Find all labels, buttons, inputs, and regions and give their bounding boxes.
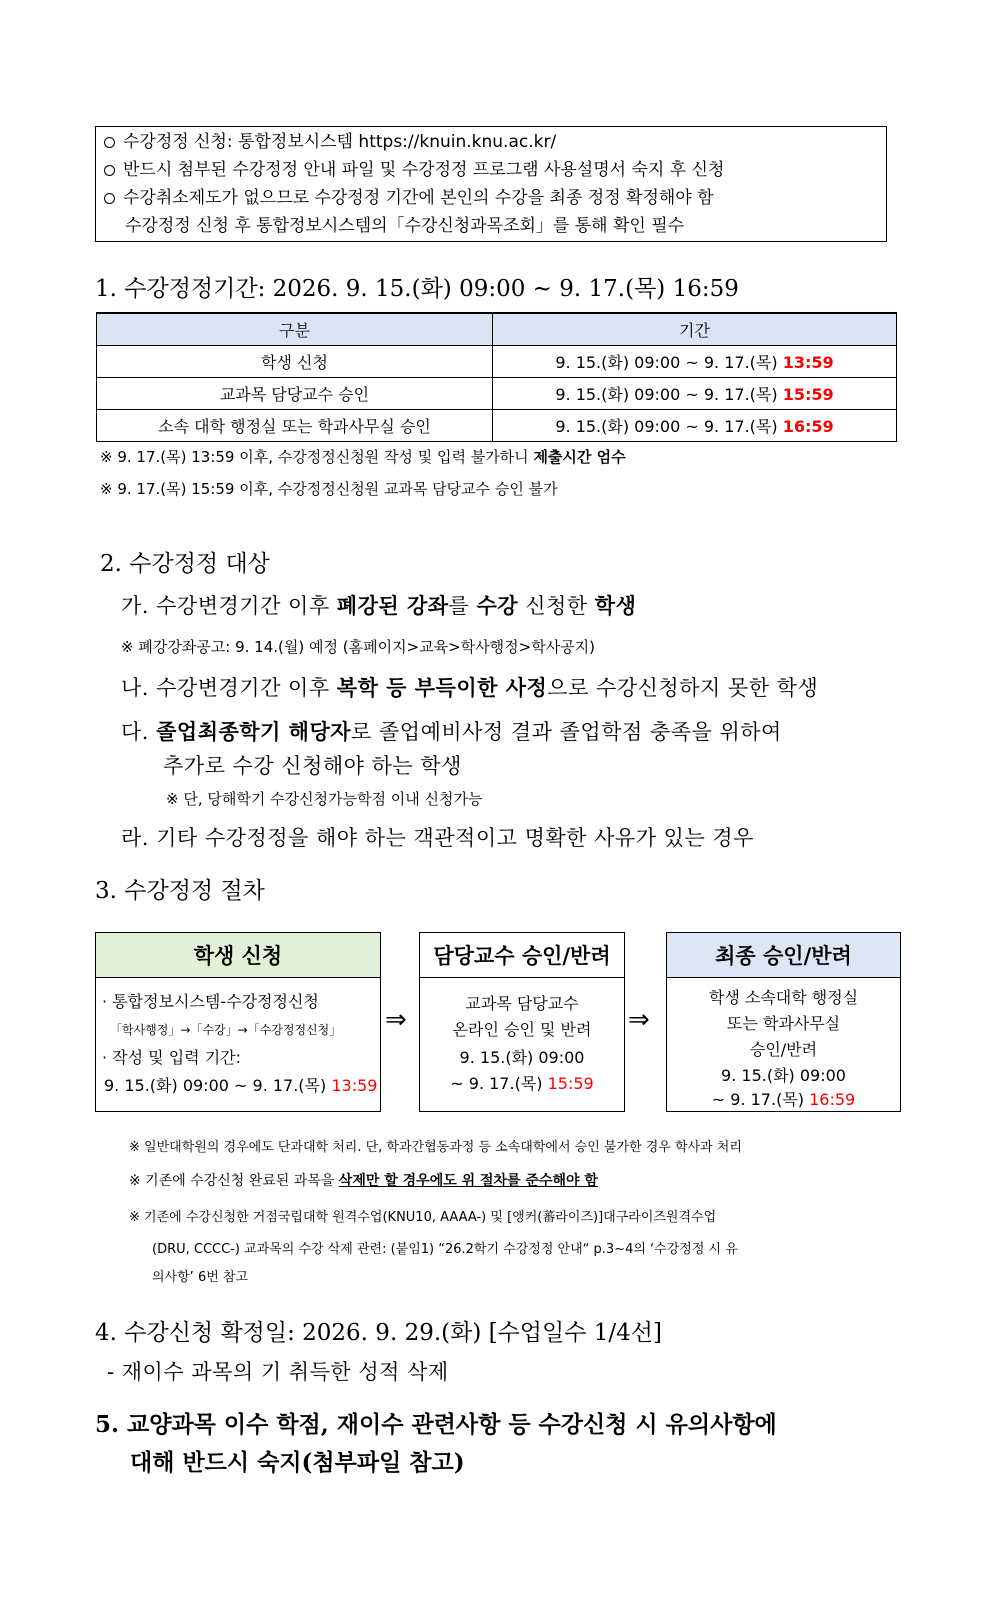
flow-text: 학생 소속대학 행정실 [708, 988, 859, 1007]
right-arrow-icon: ⇒ [628, 1005, 650, 1035]
period-note: ※ 9. 17.(목) 13:59 이후, 수강정정신청원 작성 및 입력 불가하니 제출시간 엄수 [100, 448, 626, 466]
section4-title: 4. 수강신청 확정일: 2026. 9. 29.(화) [수업일수 1/4선] [95, 1320, 662, 1346]
procedure-note: ※ 기존에 수강신청 완료된 과목을 삭제만 할 경우에도 위 절차를 준수해야 함 [129, 1173, 598, 1189]
flow-text: 9. 15.(화) 09:00 ~ 9. 17.(목) 13:59 [104, 1076, 378, 1095]
flow-text: · 작성 및 입력 기간: [102, 1048, 242, 1067]
section4-sub: - 재이수 과목의 기 취득한 성적 삭제 [107, 1360, 449, 1384]
flow-text: 또는 학과사무실 [726, 1014, 841, 1033]
deadline-time: 13:59 [331, 1076, 378, 1095]
deadline-time: 15:59 [782, 385, 834, 404]
row-label: 소속 대학 행정실 또는 학과사무실 승인 [97, 410, 493, 442]
target-item-da-cont: 추가로 수강 신청해야 하는 학생 [163, 754, 462, 778]
procedure-note: ※ 기존에 수강신청한 거점국립대학 원격수업(KNU10, AAAA-) 및 [앵커(蕃라이즈)]대구라이즈원격수업 [129, 1210, 717, 1225]
flow-step-final [666, 932, 901, 1112]
flow-step-title: 최종 승인/반려 [667, 933, 900, 978]
flow-step-student [95, 932, 381, 1112]
flow-text: 「학사행정」→「수강」→「수강정정신청」 [110, 1023, 342, 1037]
closed-course-note: ※ 폐강강좌공고: 9. 14.(월) 예정 (홈페이지>교육>학사행정>학사공지) [121, 638, 596, 656]
right-arrow-icon: ⇒ [385, 1005, 407, 1035]
flow-text: 9. 15.(화) 09:00 [459, 1048, 585, 1067]
flow-text: ~ 9. 17.(목) 15:59 [450, 1074, 594, 1093]
row-period: 9. 15.(화) 09:00 ~ 9. 17.(목) 16:59 [492, 410, 896, 442]
deadline-time: 13:59 [782, 353, 834, 372]
deadline-time: 16:59 [809, 1090, 856, 1109]
table-row [97, 410, 897, 442]
period-note: ※ 9. 17.(목) 15:59 이후, 수강정정신청원 교과목 담당교수 승인 불가 [100, 480, 558, 498]
procedure-note-cont: (DRU, CCCC-) 교과목의 수강 삭제 관련: (붙임1) “26.2학기 수강정정 안내“ p.3~4의 ‘수강정정 시 유 [152, 1242, 738, 1257]
notice-continuation: 수강정정 신청 후 통합정보시스템의「수강신청과목조회」를 통해 확인 필수 [125, 216, 685, 236]
target-item-ra: 라. 기타 수강정정을 해야 하는 객관적이고 명확한 사유가 있는 경우 [121, 826, 754, 850]
target-item-ga: 가. 수강변경기간 이후 폐강된 강좌를 수강 신청한 학생 [121, 593, 637, 618]
notice-item: 반드시 첨부된 수강정정 안내 파일 및 수강정정 프로그램 사용설명서 숙지 후 신청 [104, 159, 724, 181]
row-period: 9. 15.(화) 09:00 ~ 9. 17.(목) 15:59 [492, 378, 896, 410]
table-row [97, 378, 897, 410]
section3-title: 3. 수강정정 절차 [95, 878, 265, 904]
flow-text: 교과목 담당교수 [465, 994, 579, 1013]
row-label: 학생 신청 [97, 346, 493, 378]
section2-title: 2. 수강정정 대상 [100, 551, 270, 577]
flow-text: ~ 9. 17.(목) 16:59 [711, 1090, 856, 1109]
flow-text: 온라인 승인 및 반려 [452, 1020, 592, 1039]
procedure-note: ※ 일반대학원의 경우에도 단과대학 처리. 단, 학과간협동과정 등 소속대학에서 승인 불가한 경우 학사과 처리 [129, 1140, 742, 1155]
section1-title: 1. 수강정정기간: 2026. 9. 15.(화) 09:00 ~ 9. 17.(목) 16:59 [95, 276, 739, 302]
deadline-time: 15:59 [547, 1074, 594, 1093]
flow-text: 9. 15.(화) 09:00 [721, 1066, 846, 1085]
row-label: 교과목 담당교수 승인 [97, 378, 493, 410]
section5-line2: 대해 반드시 숙지(첨부파일 참고) [130, 1449, 465, 1476]
notice-item: 수강취소제도가 없으므로 수강정정 기간에 본인의 수강을 최종 정정 확정해야 함 [104, 187, 714, 209]
notice-item: 수강정정 신청: 통합정보시스템 https://knuin.knu.ac.kr/ [104, 131, 556, 153]
procedure-note-cont: 의사항’ 6번 참고 [152, 1270, 249, 1285]
section5-line1: 5. 교양과목 이수 학점, 재이수 관련사항 등 수강신청 시 유의사항에 [95, 1411, 777, 1438]
flow-text: 승인/반려 [749, 1040, 818, 1059]
deadline-time: 16:59 [782, 417, 834, 436]
table-row [97, 346, 897, 378]
circle-bullet-icon [104, 137, 115, 148]
flow-text: · 통합정보시스템-수강정정신청 [102, 992, 319, 1011]
da-note: ※ 단, 당해학기 수강신청가능학점 이내 신청가능 [166, 790, 483, 808]
row-period: 9. 15.(화) 09:00 ~ 9. 17.(목) 13:59 [492, 346, 896, 378]
circle-bullet-icon [104, 165, 115, 176]
target-item-na: 나. 수강변경기간 이후 복학 등 부득이한 사정으로 수강신청하지 못한 학생 [121, 675, 819, 700]
flow-step-title: 담당교수 승인/반려 [420, 933, 624, 978]
table-header-row [97, 313, 897, 346]
table-header-category: 구분 [97, 313, 493, 346]
table-header-period: 기간 [492, 313, 896, 346]
target-item-da: 다. 졸업최종학기 해당자로 졸업예비사정 결과 졸업학점 충족을 위하여 [121, 719, 782, 744]
notice-box [95, 126, 887, 242]
flow-step-title: 학생 신청 [96, 933, 380, 978]
flow-step-professor [419, 932, 625, 1112]
circle-bullet-icon [104, 193, 115, 204]
period-table [96, 312, 897, 442]
